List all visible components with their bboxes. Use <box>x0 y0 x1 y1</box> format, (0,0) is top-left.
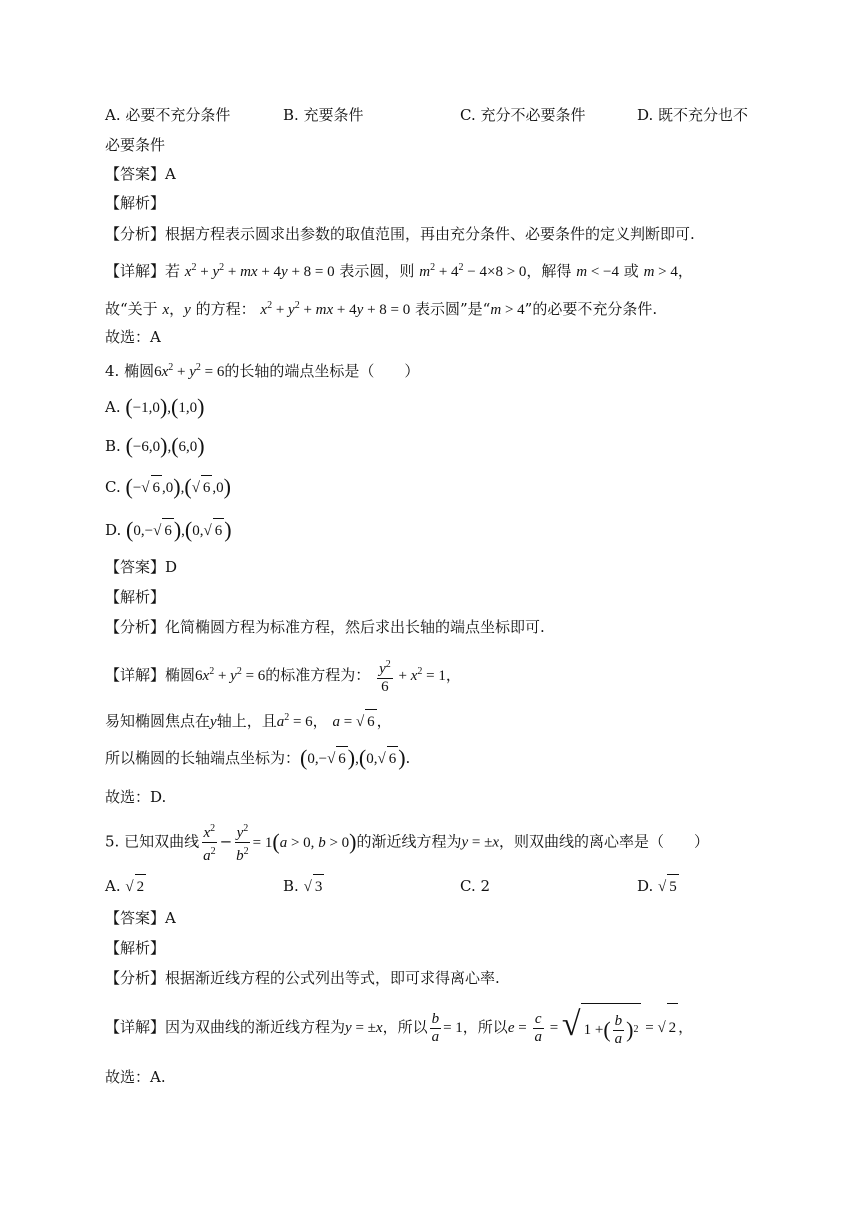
q3-jiexi-heading: 【解析】 <box>105 194 166 212</box>
q3-detail-end: ， <box>677 262 693 280</box>
q4-option-b-value: (−6,0),(6,0) <box>125 433 205 458</box>
q4-line2-sep: ， <box>312 712 328 730</box>
q5-stem-prefix: 5. 已知双曲线 <box>105 832 200 851</box>
q5-option-a-value: √ 2 <box>125 879 146 895</box>
q4-jiexi-heading: 【解析】 <box>105 588 166 606</box>
q4-option-a-label: A. <box>105 398 121 416</box>
q5-detail-prefix: 【详解】因为双曲线的渐近线方程为 <box>105 1018 346 1036</box>
q4-a-value: a = √ 6 <box>332 714 376 730</box>
q5-detail-so2: ，所以 <box>462 1018 508 1036</box>
q4-choose: 故选：D. <box>105 788 167 806</box>
q4-stem-prefix: 4. 椭圆 <box>105 362 155 380</box>
q5-option-d <box>637 874 679 899</box>
q4-analysis: 【分析】化简椭圆方程为标准方程，然后求出长轴的端点坐标即可. <box>105 618 545 636</box>
q4-detail-prefix: 【详解】椭圆 <box>105 666 196 684</box>
q4-answer: 【答案】D <box>105 558 178 576</box>
q4-option-d <box>105 518 232 543</box>
q3-conc-mid: 表示圆”是“ <box>415 300 491 318</box>
q5-option-d-label: D. <box>637 877 654 895</box>
q5-stem-suffix: ，则双曲线的离心率是（ ） <box>499 832 710 851</box>
q3-solution-2: m > 4 <box>643 264 678 280</box>
q5-option-b-label: B. <box>283 877 299 895</box>
q5-detail: 【详解】因为双曲线的渐近线方程为y = ±x，所以 $\frac{b}{a}$ = 1，所以e = $\frac{c}{a}$ = √ 1 + ( $\frac{b}{a}$ ) 2 = √ 2 ， <box>105 1003 693 1054</box>
q4-option-a <box>105 395 204 420</box>
q3-conc-equation: $x^2 + y^2$ + mx + 4y + 8 = 0 <box>260 300 411 318</box>
q3-conc-comma: ， <box>169 300 185 318</box>
q3-analysis: 【分析】根据方程表示圆求出参数的取值范围，再由充分条件、必要条件的定义判断即可. <box>105 225 695 243</box>
q4-line2 <box>105 706 392 734</box>
q3-detail-or: 或 <box>623 262 639 280</box>
q3-solution-1: m < −4 <box>576 264 619 280</box>
q5-option-b-value: √ 3 <box>304 879 325 895</box>
q4-detail: 【详解】椭圆$6x^2 + y^2 = 6$的标准方程为： $\frac{y^2}{6}$ + $x^2 = 1$， <box>105 652 461 696</box>
q5-option-d-value: √ 5 <box>658 879 679 895</box>
q4-option-c-label: C. <box>105 478 121 496</box>
q5-option-c: C. 2 <box>460 877 491 895</box>
q3-choose: 故选：A <box>105 328 161 346</box>
q4-option-d-value: (0,−√ 6),(0,√ 6) <box>126 517 232 542</box>
q5-asymptote: y = ±x <box>461 834 500 851</box>
q4-line2-prefix: 易知椭圆焦点在 <box>105 712 211 730</box>
q3-option-d: D. 既不充分也不 <box>637 106 749 124</box>
q3-conc-x: x <box>162 302 170 318</box>
q4-option-d-label: D. <box>105 521 122 539</box>
q3-conc-y: y <box>184 302 191 318</box>
q5-eccentricity: e = $\frac{c}{a}$ = √ 1 + ( $\frac{b}{a}$ ) 2 = √ 2 <box>508 1020 678 1036</box>
q5-analysis: 【分析】根据渐近线方程的公式列出等式，即可求得离心率. <box>105 969 500 987</box>
q4-option-a-value: (−1,0),(1,0) <box>125 394 205 419</box>
q5-frac-y: $\frac{y^2}{b^2}$ <box>234 820 251 865</box>
q4-option-b-label: B. <box>105 437 121 455</box>
q5-stem-mid: 的渐近线方程为 <box>356 832 462 851</box>
q3-detail-mid2: ，解得 <box>526 262 572 280</box>
q5-b-over-a: $\frac{b}{a}$ <box>431 1010 440 1045</box>
q5-option-b <box>283 874 324 899</box>
q4-a-squared: $a^2 = 6$ <box>276 712 313 730</box>
q5-frac-x: $\frac{x^2}{a^2}$ <box>201 820 218 865</box>
q3-option-b: B. 充要条件 <box>283 106 364 124</box>
q3-option-d-continued: 必要条件 <box>105 136 166 154</box>
q5-option-a-label: A. <box>105 877 121 895</box>
q4-option-c-value: (−√ 6 ,0),(√ 6 ,0) <box>125 474 231 499</box>
q5-option-a <box>105 874 146 899</box>
q5-hyperbola-condition: = 1(a > 0, b > 0) <box>252 828 357 854</box>
q4-line3 <box>105 746 410 771</box>
q5-answer: 【答案】A <box>105 909 176 927</box>
q5-detail-end: ， <box>678 1018 694 1036</box>
q3-detail <box>105 256 693 284</box>
q4-line3-prefix: 所以椭圆的长轴端点坐标为： <box>105 749 301 767</box>
q4-ellipse-equation: $6x^2 + y^2 = 6$ <box>154 362 225 380</box>
q4-line3-end: . <box>405 749 411 767</box>
q3-detail-prefix: 【详解】若 <box>105 262 181 280</box>
q5-detail-asymptote: y = ±x <box>345 1020 383 1036</box>
q4-detail-equation: $6x^2 + y^2 = 6$ <box>195 666 266 684</box>
q3-conclusion <box>105 294 657 322</box>
q4-standard-fraction: $\frac{y^2}{6}$ <box>377 656 393 696</box>
q3-conc-end: ”的必要不充分条件. <box>524 300 658 318</box>
q4-line2-end: ， <box>376 712 392 730</box>
q3-circle-equation: $x^2 + y^2$ + mx + 4y + 8 = 0 <box>184 262 335 280</box>
q4-detail-end: ， <box>445 666 461 684</box>
q4-option-b <box>105 434 205 459</box>
q4-line2-mid: 轴上，且 <box>216 712 277 730</box>
q3-conc-prefix: 故“关于 <box>105 300 158 318</box>
q5-choose: 故选：A. <box>105 1068 166 1086</box>
q4-option-c <box>105 475 231 500</box>
q5-jiexi-heading: 【解析】 <box>105 939 166 957</box>
q3-detail-mid: 表示圆，则 <box>339 262 415 280</box>
q4-stem-suffix: 的长轴的端点坐标是（ ） <box>224 362 420 380</box>
q3-option-a: A. 必要不充分条件 <box>105 106 231 124</box>
q4-stem <box>105 356 419 384</box>
q3-conc-condition: m > 4 <box>490 302 525 318</box>
q4-detail-mid: 的标准方程为： <box>265 666 371 684</box>
q3-inequality: $m^2 + 4^2 - 4\times 8 > 0$ <box>419 262 527 280</box>
q3-conc-eq: 的方程： <box>195 300 256 318</box>
q3-option-c: C. 充分不必要条件 <box>460 106 586 124</box>
q5-stem: 5. 已知双曲线 $\frac{x^2}{a^2}$ − $\frac{y^2}{b^2}$ = 1(a > 0, b > 0)的渐近线方程为y = ±x，则双曲线的离心率是（ ） <box>105 820 709 865</box>
q4-y-axis-var: y <box>210 714 217 730</box>
q4-endpoints: (0,−√ 6),(0,√ 6) <box>300 745 406 770</box>
q3-answer: 【答案】A <box>105 165 176 183</box>
q5-detail-so1: ，所以 <box>382 1018 428 1036</box>
